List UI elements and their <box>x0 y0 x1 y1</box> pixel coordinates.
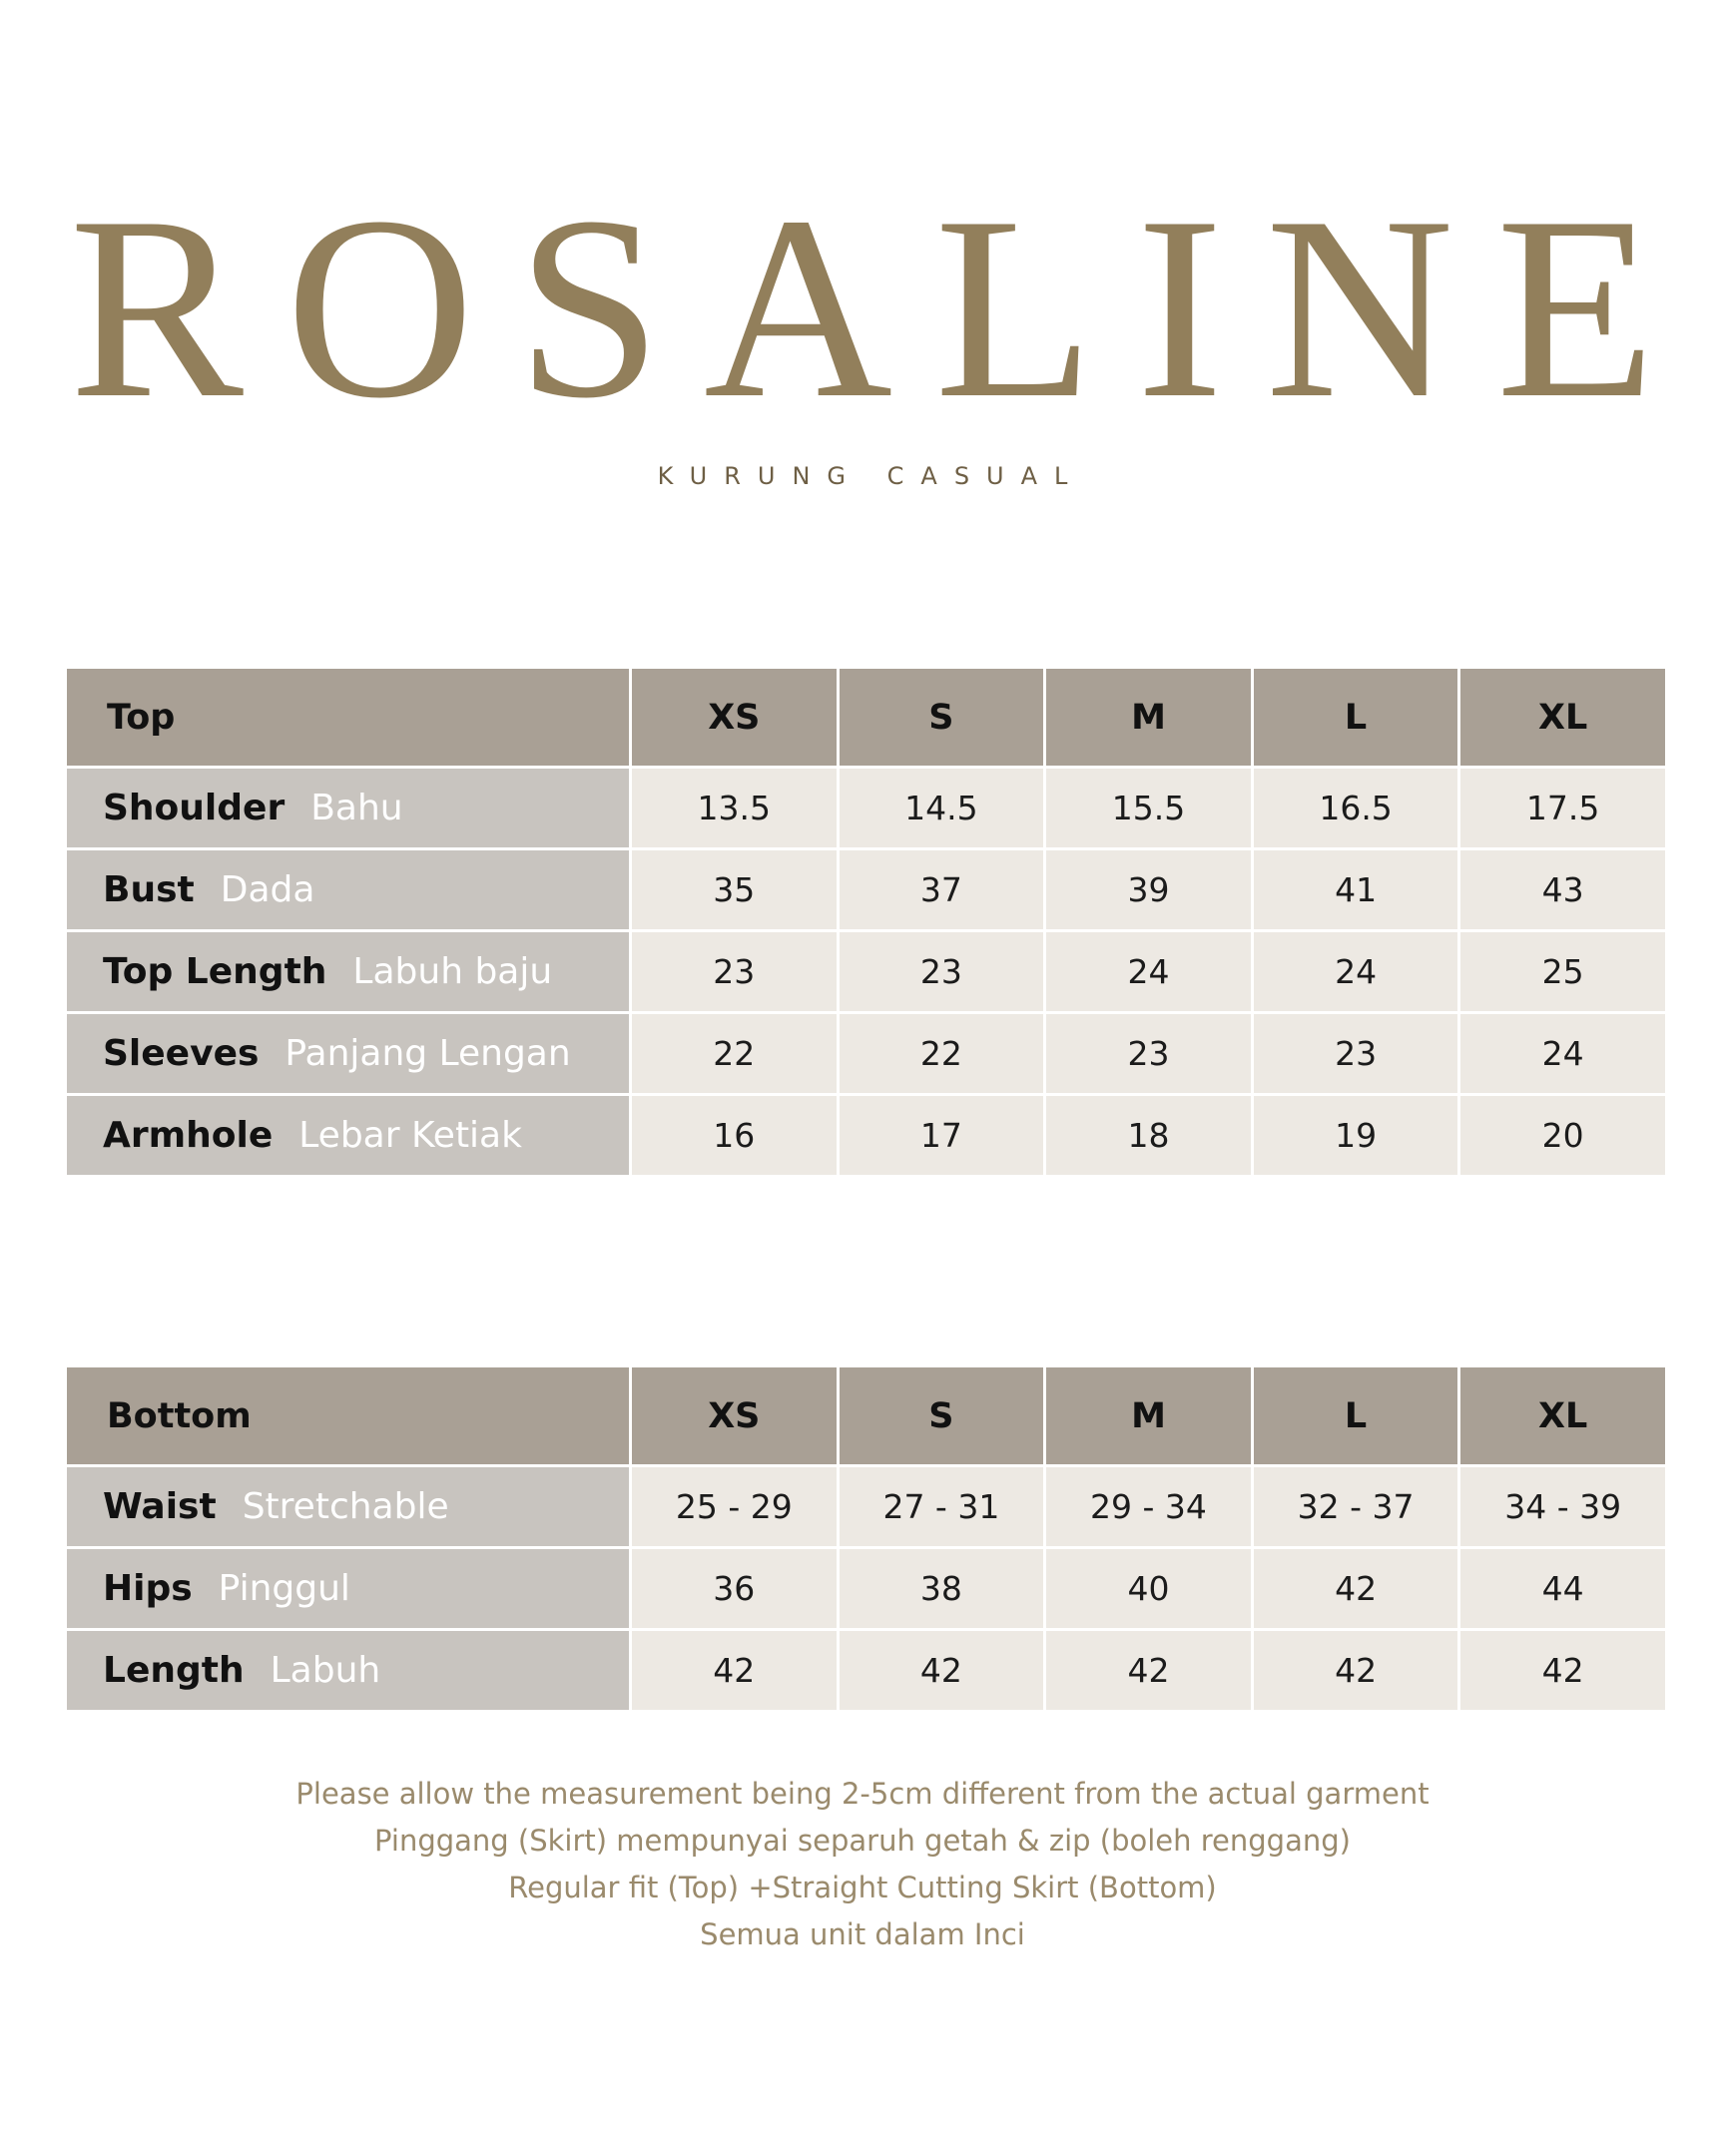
table-cell: 22 <box>631 1013 839 1095</box>
table-cell: 27 - 31 <box>838 1466 1045 1548</box>
measurement-name: Armhole <box>103 1115 274 1156</box>
table-cell: 40 <box>1045 1548 1253 1630</box>
bottom-table-heading: Bottom <box>66 1366 631 1466</box>
bottom-size-table <box>64 1364 1668 1713</box>
table-row <box>66 1548 1667 1630</box>
table-row <box>66 1630 1667 1712</box>
table-row <box>66 1013 1667 1095</box>
table-cell: 29 - 34 <box>1045 1466 1253 1548</box>
table-cell: 43 <box>1459 849 1667 931</box>
size-header-m: M <box>1045 668 1253 768</box>
note-units: Semua unit dalam Inci <box>700 1917 1025 1951</box>
table-cell: 16 <box>631 1095 839 1177</box>
note-fit: Regular fit (Top) +Straight Cutting Skirt (Bottom) <box>508 1871 1217 1904</box>
size-header-xs: XS <box>631 1366 839 1466</box>
measurement-translation: Labuh <box>270 1650 381 1691</box>
table-cell: 22 <box>838 1013 1045 1095</box>
table-cell: 15.5 <box>1045 768 1253 849</box>
top-size-table <box>64 666 1668 1178</box>
measurement-name: Sleeves <box>103 1033 260 1074</box>
table-cell: 23 <box>631 931 839 1013</box>
table-cell: 20 <box>1459 1095 1667 1177</box>
table-cell: 36 <box>631 1548 839 1630</box>
table-row <box>66 1466 1667 1548</box>
table-header-row <box>66 668 1667 768</box>
note-measurement-tolerance: Please allow the measurement being 2-5cm different from the actual garment <box>295 1777 1430 1811</box>
measurement-name: Top Length <box>103 951 327 992</box>
table-cell: 23 <box>1045 1013 1253 1095</box>
table-row <box>66 768 1667 849</box>
measurement-translation: Dada <box>220 869 315 910</box>
size-header-s: S <box>838 1366 1045 1466</box>
note-skirt-waist: Pinggang (Skirt) mempunyai separuh getah & zip (boleh renggang) <box>374 1824 1351 1858</box>
table-cell: 42 <box>838 1630 1045 1712</box>
size-header-m: M <box>1045 1366 1253 1466</box>
size-header-s: S <box>838 668 1045 768</box>
row-label-shoulder <box>66 768 631 849</box>
table-cell: 42 <box>1459 1630 1667 1712</box>
table-cell: 17 <box>838 1095 1045 1177</box>
row-label-waist <box>66 1466 631 1548</box>
table-cell: 32 - 37 <box>1252 1466 1459 1548</box>
measurement-name: Waist <box>103 1486 217 1527</box>
table-cell: 38 <box>838 1548 1045 1630</box>
table-cell: 34 - 39 <box>1459 1466 1667 1548</box>
table-cell: 37 <box>838 849 1045 931</box>
table-cell: 42 <box>631 1630 839 1712</box>
size-header-xl: XL <box>1459 668 1667 768</box>
size-header-l: L <box>1252 1366 1459 1466</box>
table-cell: 14.5 <box>838 768 1045 849</box>
top-table-heading: Top <box>66 668 631 768</box>
table-cell: 42 <box>1252 1548 1459 1630</box>
table-row <box>66 1095 1667 1177</box>
measurement-translation: Pinggul <box>218 1568 350 1609</box>
size-header-xs: XS <box>631 668 839 768</box>
row-label-sleeves <box>66 1013 631 1095</box>
measurement-name: Length <box>103 1650 245 1691</box>
table-cell: 17.5 <box>1459 768 1667 849</box>
table-header-row <box>66 1366 1667 1466</box>
table-cell: 39 <box>1045 849 1253 931</box>
row-label-length <box>66 1630 631 1712</box>
measurement-name: Hips <box>103 1568 193 1609</box>
measurement-translation: Stretchable <box>242 1486 449 1527</box>
brand-tagline: KURUNG CASUAL <box>657 462 1085 490</box>
measurement-translation: Bahu <box>310 788 403 828</box>
table-cell: 24 <box>1459 1013 1667 1095</box>
table-cell: 25 <box>1459 931 1667 1013</box>
row-label-top-length <box>66 931 631 1013</box>
table-cell: 35 <box>631 849 839 931</box>
table-row <box>66 931 1667 1013</box>
table-cell: 24 <box>1252 931 1459 1013</box>
table-cell: 44 <box>1459 1548 1667 1630</box>
table-cell: 13.5 <box>631 768 839 849</box>
footnotes <box>0 1771 1725 1958</box>
table-cell: 25 - 29 <box>631 1466 839 1548</box>
size-header-xl: XL <box>1459 1366 1667 1466</box>
table-cell: 42 <box>1252 1630 1459 1712</box>
table-cell: 41 <box>1252 849 1459 931</box>
table-cell: 18 <box>1045 1095 1253 1177</box>
measurement-translation: Labuh baju <box>352 951 553 992</box>
measurement-name: Shoulder <box>103 788 286 828</box>
table-cell: 24 <box>1045 931 1253 1013</box>
table-row <box>66 849 1667 931</box>
brand-logo: ROSALINE <box>69 163 1698 452</box>
table-cell: 23 <box>838 931 1045 1013</box>
measurement-translation: Panjang Lengan <box>285 1033 571 1074</box>
table-cell: 16.5 <box>1252 768 1459 849</box>
table-cell: 23 <box>1252 1013 1459 1095</box>
table-cell: 19 <box>1252 1095 1459 1177</box>
row-label-bust <box>66 849 631 931</box>
row-label-armhole <box>66 1095 631 1177</box>
measurement-translation: Lebar Ketiak <box>298 1115 522 1156</box>
size-header-l: L <box>1252 668 1459 768</box>
table-cell: 42 <box>1045 1630 1253 1712</box>
row-label-hips <box>66 1548 631 1630</box>
measurement-name: Bust <box>103 869 195 910</box>
